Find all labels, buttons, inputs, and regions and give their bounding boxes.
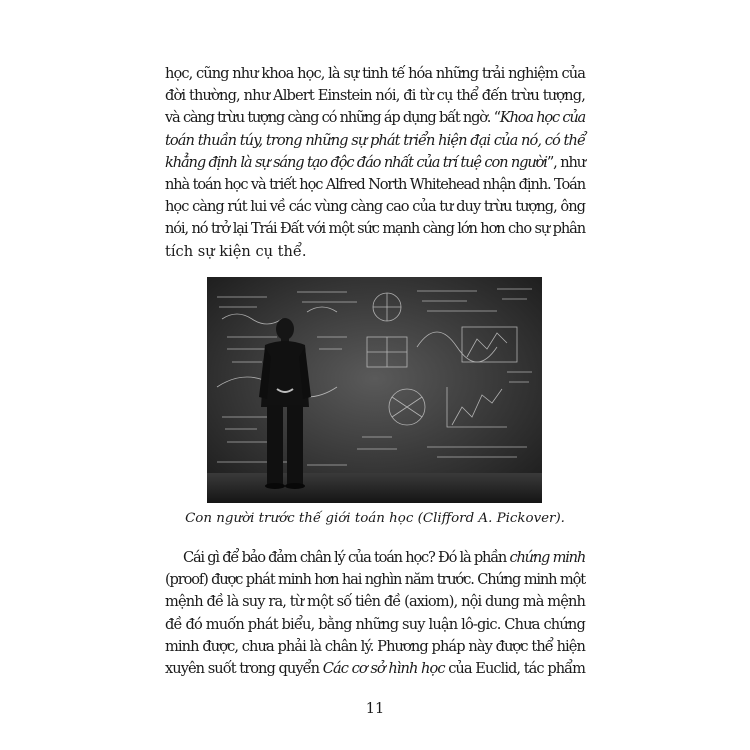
text-line: xuyên suốt trong quyển Các cơ sở hình học của Euclid, tác phẩm xyxy=(165,660,585,678)
page-number: 11 xyxy=(365,701,385,717)
figure-image xyxy=(207,277,542,503)
text-line: mệnh đề là suy ra, từ một số tiên đề (axiom), nội dung mà mệnh xyxy=(165,593,585,611)
text-line: đời thường, như Albert Einstein nói, đi từ cụ thể đến trừu tượng, xyxy=(165,87,585,105)
text-line: minh được, chưa phải là chân lý. Phương pháp này được thể hiện xyxy=(165,637,585,655)
text-line: (proof) được phát minh hơn hai nghìn năm trước. Chứng minh một xyxy=(165,571,585,589)
text-line: toán thuần túy, trong những sự phát triển hiện đại của nó, có thể xyxy=(165,131,585,149)
text-line: tích sự kiện cụ thể. xyxy=(165,242,307,260)
text-line: học càng rút lui về các vùng càng cao của tư duy trừu tượng, ông xyxy=(165,198,585,216)
blackboard-illustration xyxy=(207,277,542,503)
text-line: Cái gì để bảo đảm chân lý của toán học? Đó là phần chứng minh xyxy=(183,549,585,566)
paragraph-1 xyxy=(165,63,585,263)
text-line: nhà toán học và triết học Alfred North Whitehead nhận định. Toán xyxy=(165,176,585,194)
text-line: và càng trừu tượng càng có những áp dụng bất ngờ. “Khoa học của xyxy=(165,109,585,127)
floor xyxy=(207,473,542,503)
text-line: khẳng định là sự sáng tạo độc đáo nhất của trí tuệ con người”, như xyxy=(165,153,585,171)
text-line: nói, nó trở lại Trái Đất với một sức mạnh càng lớn hơn cho sự phân xyxy=(165,220,585,238)
text-line: đề đó muốn phát biểu, bằng những suy luận lô-gic. Chưa chứng xyxy=(165,615,585,633)
figure-caption: Con người trước thế giới toán học (Clifford A. Pickover). xyxy=(185,511,565,526)
text-line: học, cũng như khoa học, là sự tinh tế hóa những trải nghiệm của xyxy=(165,65,585,82)
paragraph-2 xyxy=(165,547,585,680)
